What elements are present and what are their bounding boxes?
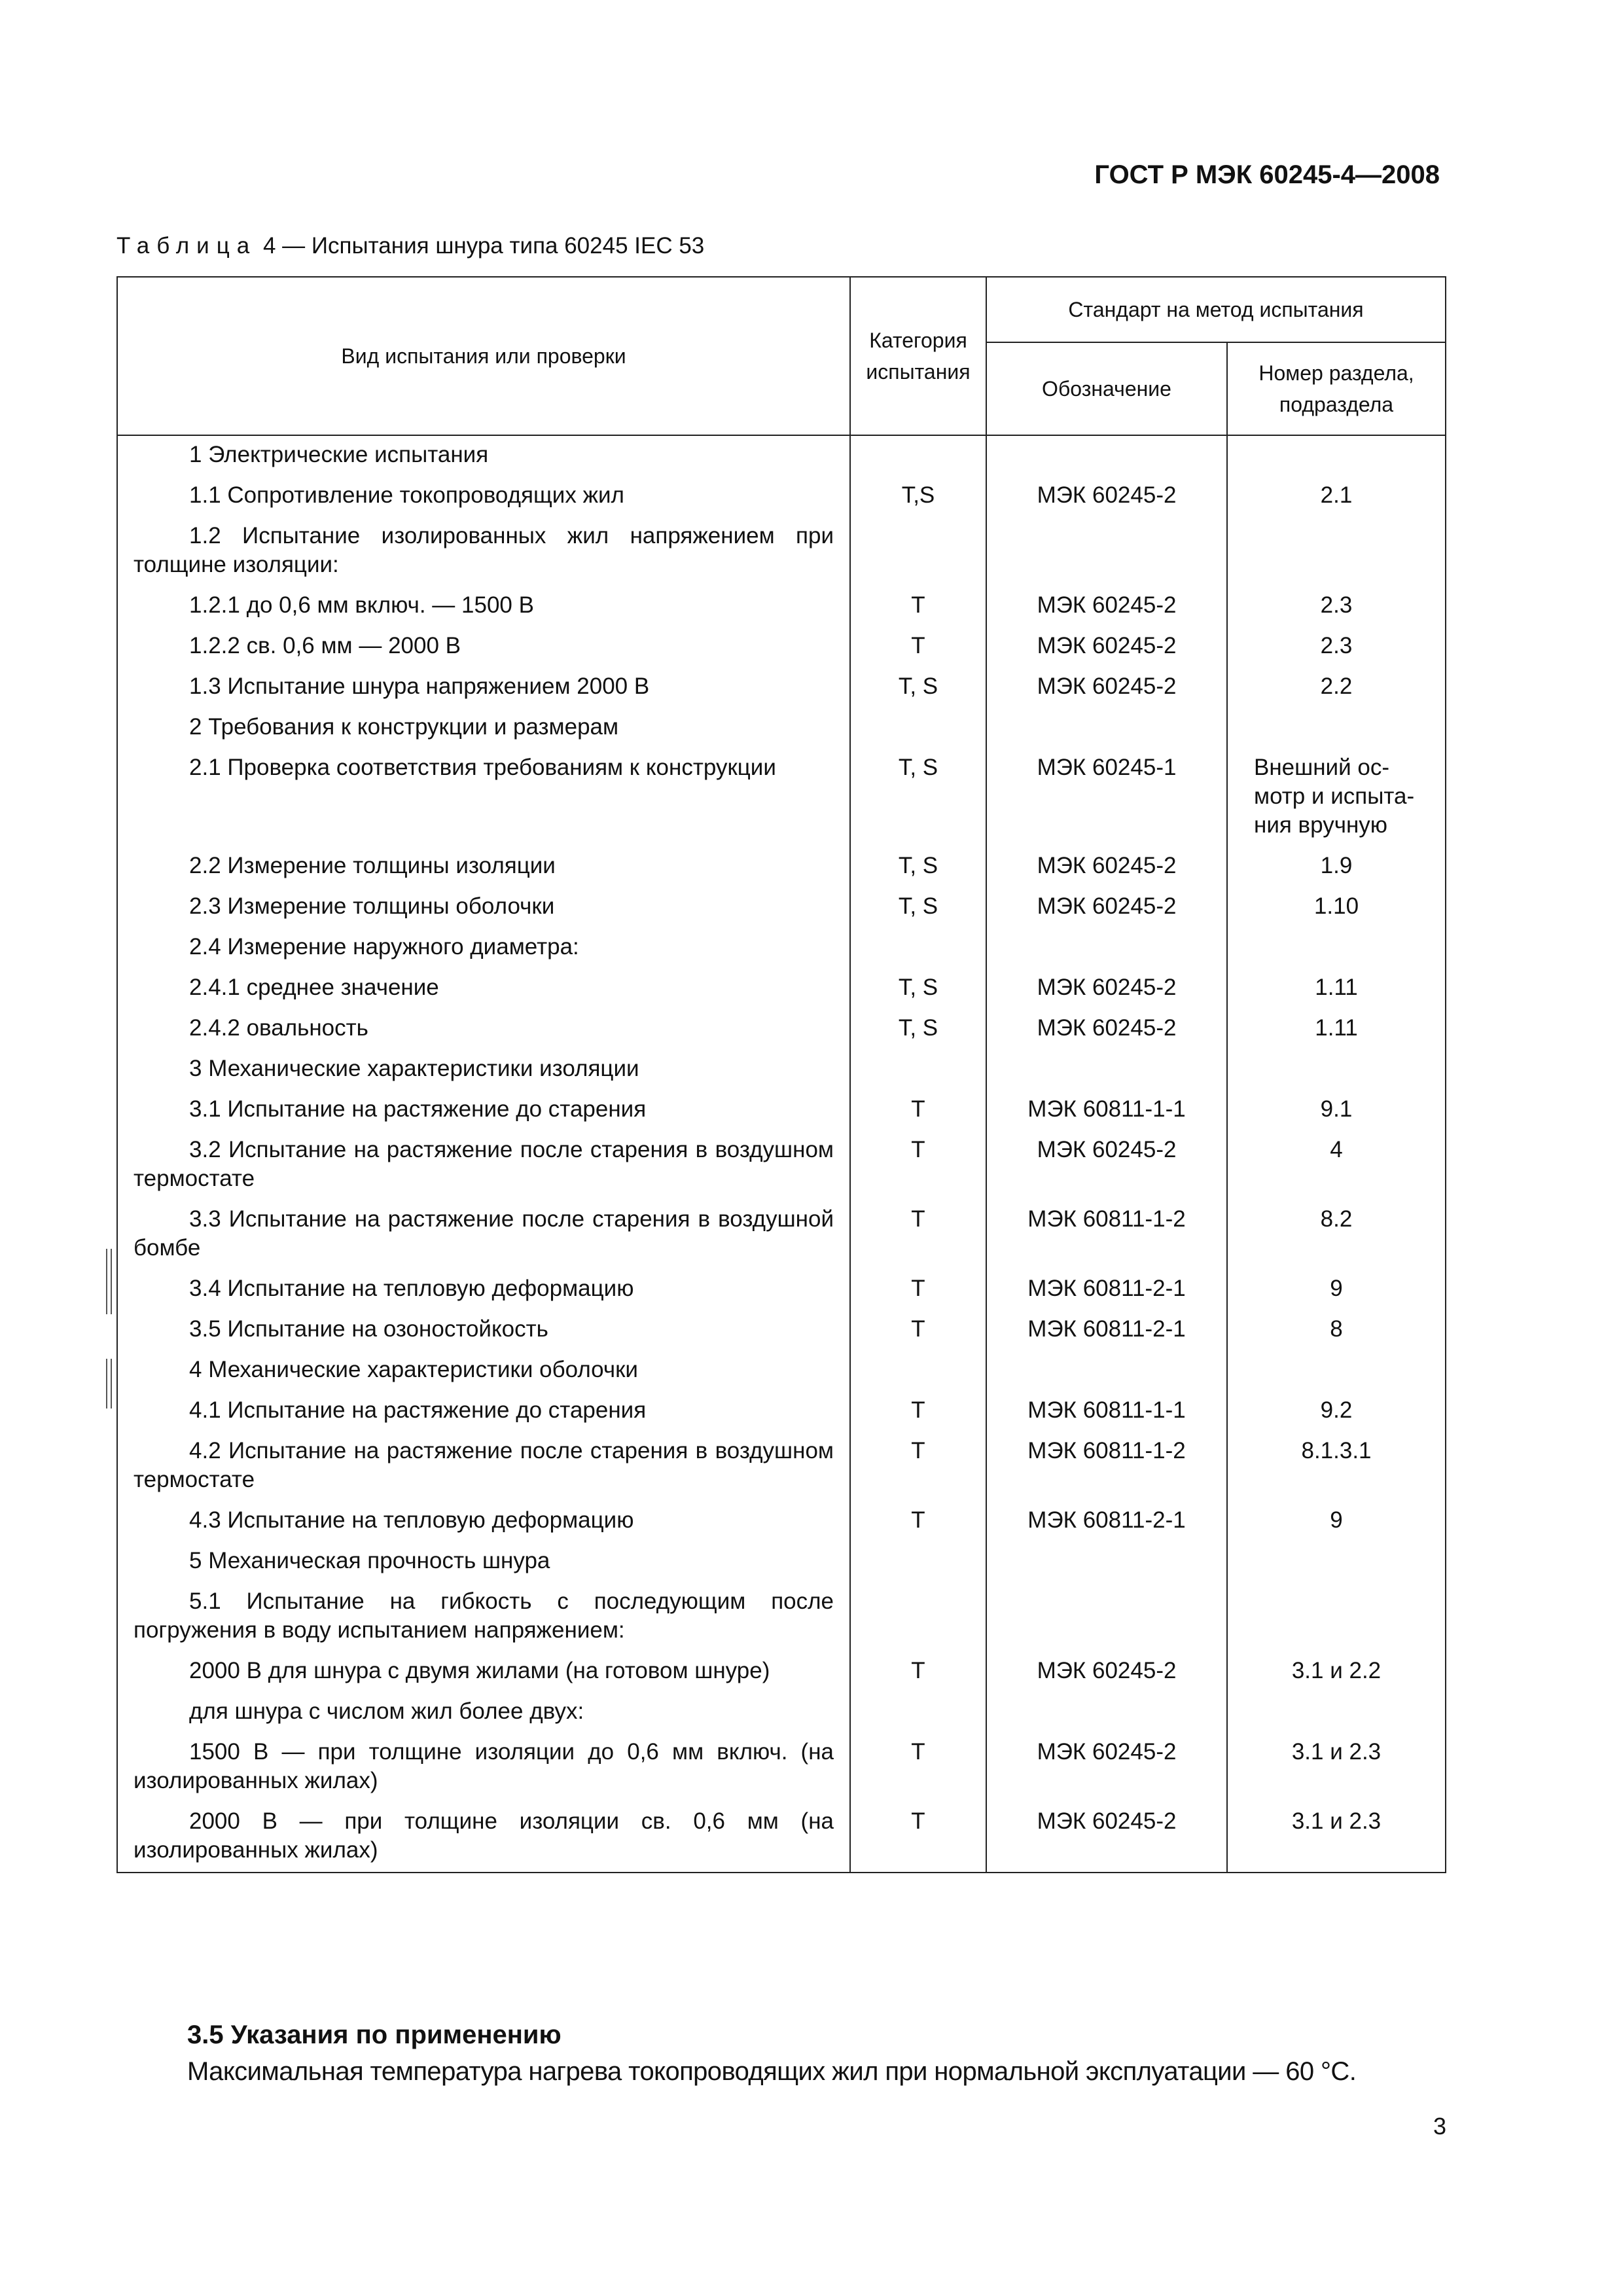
section-number-cell: 8.2 bbox=[1227, 1200, 1446, 1270]
test-name-cell: 3.2 Испытание на растяжение после старения в воздушном термостате bbox=[117, 1131, 850, 1200]
category-cell: T, S bbox=[850, 1009, 986, 1050]
table-row bbox=[117, 476, 1446, 517]
test-name-cell: 2 Требования к конструкции и размерам bbox=[117, 708, 850, 749]
test-name-cell: 2.3 Измерение толщины оболочки bbox=[117, 888, 850, 928]
category-cell bbox=[850, 517, 986, 586]
designation-cell: МЭК 60811-2-1 bbox=[986, 1270, 1227, 1310]
designation-cell: МЭК 60245-2 bbox=[986, 847, 1227, 888]
test-name-cell: 2.4.1 среднее значение bbox=[117, 969, 850, 1009]
category-cell: T, S bbox=[850, 668, 986, 708]
table-body bbox=[117, 435, 1446, 1873]
category-cell bbox=[850, 708, 986, 749]
revision-bar bbox=[111, 1359, 112, 1408]
table-row bbox=[117, 1652, 1446, 1693]
category-cell: T, S bbox=[850, 969, 986, 1009]
table-row bbox=[117, 1391, 1446, 1432]
category-cell: T bbox=[850, 586, 986, 627]
table-row bbox=[117, 1583, 1446, 1652]
header-section-number: Номер раздела, подраздела bbox=[1227, 342, 1446, 435]
category-cell: T bbox=[850, 1131, 986, 1200]
category-cell: T bbox=[850, 1652, 986, 1693]
table-row bbox=[117, 888, 1446, 928]
section-number-cell: 3.1 и 2.3 bbox=[1227, 1733, 1446, 1803]
designation-cell bbox=[986, 1351, 1227, 1391]
designation-cell: МЭК 60811-1-1 bbox=[986, 1391, 1227, 1432]
section-number-cell: 2.2 bbox=[1227, 668, 1446, 708]
category-cell bbox=[850, 1542, 986, 1583]
table-row bbox=[117, 969, 1446, 1009]
document-code: ГОСТ Р МЭК 60245-4—2008 bbox=[1094, 160, 1440, 189]
designation-cell: МЭК 60245-2 bbox=[986, 1652, 1227, 1693]
section-number-cell bbox=[1227, 435, 1446, 476]
table-row bbox=[117, 586, 1446, 627]
table-row bbox=[117, 668, 1446, 708]
category-cell: T, S bbox=[850, 749, 986, 847]
section-number-cell bbox=[1227, 928, 1446, 969]
table-row bbox=[117, 1432, 1446, 1501]
section-number-cell bbox=[1227, 749, 1446, 847]
designation-cell bbox=[986, 1050, 1227, 1090]
section-number-cell: 3.1 и 2.3 bbox=[1227, 1803, 1446, 1873]
test-name-cell: для шнура с числом жил более двух: bbox=[117, 1693, 850, 1733]
test-name-cell: 2.1 Проверка соответствия требованиям к конструкции bbox=[117, 749, 850, 847]
caption-text: — Испытания шнура типа 60245 IEC 53 bbox=[282, 233, 705, 259]
test-name-cell: 5 Механическая прочность шнура bbox=[117, 1542, 850, 1583]
designation-cell: МЭК 60245-2 bbox=[986, 586, 1227, 627]
designation-cell: МЭК 60245-2 bbox=[986, 888, 1227, 928]
test-name-cell: 5.1 Испытание на гибкость с последующим после погружения в воду испытанием напряжением: bbox=[117, 1583, 850, 1652]
table-row bbox=[117, 1542, 1446, 1583]
test-name-cell: 2000 В для шнура с двумя жилами (на готовом шнуре) bbox=[117, 1652, 850, 1693]
section-number-cell bbox=[1227, 1693, 1446, 1733]
section-number-cell: 2.3 bbox=[1227, 586, 1446, 627]
table-row bbox=[117, 1090, 1446, 1131]
test-name-cell: 4.1 Испытание на растяжение до старения bbox=[117, 1391, 850, 1432]
test-name-cell: 3 Механические характеристики изоляции bbox=[117, 1050, 850, 1090]
table-row bbox=[117, 847, 1446, 888]
test-name-cell: 4 Механические характеристики оболочки bbox=[117, 1351, 850, 1391]
test-name-cell: 1500 В — при толщине изоляции до 0,6 мм включ. (на изолированных жилах) bbox=[117, 1733, 850, 1803]
test-name-cell: 4.3 Испытание на тепловую деформацию bbox=[117, 1501, 850, 1542]
table-row bbox=[117, 749, 1446, 847]
designation-cell bbox=[986, 1583, 1227, 1652]
designation-cell bbox=[986, 517, 1227, 586]
section-number-cell bbox=[1227, 1050, 1446, 1090]
table-row bbox=[117, 1501, 1446, 1542]
category-cell: T, S bbox=[850, 888, 986, 928]
category-cell: T,S bbox=[850, 476, 986, 517]
designation-cell: МЭК 60245-2 bbox=[986, 476, 1227, 517]
section-number-cell: 9.2 bbox=[1227, 1391, 1446, 1432]
test-name-cell: 1 Электрические испытания bbox=[117, 435, 850, 476]
designation-cell: МЭК 60245-2 bbox=[986, 969, 1227, 1009]
table-row bbox=[117, 928, 1446, 969]
section-heading: 3.5 Указания по применению bbox=[187, 2020, 562, 2049]
table-row bbox=[117, 1803, 1446, 1873]
designation-cell bbox=[986, 928, 1227, 969]
category-cell: T bbox=[850, 1310, 986, 1351]
category-cell: T, S bbox=[850, 847, 986, 888]
section-number-cell: 1.9 bbox=[1227, 847, 1446, 888]
test-name-cell: 1.1 Сопротивление токопроводящих жил bbox=[117, 476, 850, 517]
table-row bbox=[117, 1733, 1446, 1803]
section-number-cell: 2.1 bbox=[1227, 476, 1446, 517]
test-name-cell: 2.4.2 овальность bbox=[117, 1009, 850, 1050]
section-number-cell: 1.10 bbox=[1227, 888, 1446, 928]
section-number-cell: 9.1 bbox=[1227, 1090, 1446, 1131]
table-caption bbox=[116, 233, 704, 259]
section-number-cell bbox=[1227, 517, 1446, 586]
caption-label: Таблица bbox=[116, 233, 257, 259]
table-row bbox=[117, 627, 1446, 668]
page-number: 3 bbox=[1433, 2113, 1446, 2140]
designation-cell bbox=[986, 1542, 1227, 1583]
section-number-cell: 4 bbox=[1227, 1131, 1446, 1200]
table-row bbox=[117, 1310, 1446, 1351]
test-name-cell: 1.3 Испытание шнура напряжением 2000 В bbox=[117, 668, 850, 708]
test-name-cell: 2.2 Измерение толщины изоляции bbox=[117, 847, 850, 888]
section-number-cell: 1.11 bbox=[1227, 1009, 1446, 1050]
test-name-cell: 1.2.2 св. 0,6 мм — 2000 В bbox=[117, 627, 850, 668]
test-name-cell: 4.2 Испытание на растяжение после старения в воздушном термостате bbox=[117, 1432, 850, 1501]
table-row bbox=[117, 1693, 1446, 1733]
test-name-cell: 2000 В — при толщине изоляции св. 0,6 мм (на изолированных жилах) bbox=[117, 1803, 850, 1873]
category-cell: T bbox=[850, 1501, 986, 1542]
test-name-cell: 3.1 Испытание на растяжение до старения bbox=[117, 1090, 850, 1131]
table-row bbox=[117, 1131, 1446, 1200]
table-row bbox=[117, 517, 1446, 586]
section-text: Максимальная температура нагрева токопроводящих жил при нормальной эксплуатации — 60 °C. bbox=[187, 2057, 1357, 2086]
table-row bbox=[117, 708, 1446, 749]
category-cell bbox=[850, 928, 986, 969]
table-row bbox=[117, 1270, 1446, 1310]
designation-cell bbox=[986, 1693, 1227, 1733]
section-note: Внешний ос- мотр и испыта- ния вручную bbox=[1254, 755, 1415, 838]
tests-table bbox=[116, 276, 1446, 1873]
designation-cell: МЭК 60245-2 bbox=[986, 1803, 1227, 1873]
test-name-cell: 3.3 Испытание на растяжение после старения в воздушной бомбе bbox=[117, 1200, 850, 1270]
section-number-cell bbox=[1227, 1583, 1446, 1652]
category-cell: T bbox=[850, 1090, 986, 1131]
section-number-cell: 8 bbox=[1227, 1310, 1446, 1351]
revision-bar bbox=[111, 1249, 112, 1314]
category-cell: T bbox=[850, 1270, 986, 1310]
table-header bbox=[117, 277, 1446, 435]
designation-cell: МЭК 60245-2 bbox=[986, 627, 1227, 668]
designation-cell: МЭК 60811-1-2 bbox=[986, 1432, 1227, 1501]
table-row bbox=[117, 1009, 1446, 1050]
table-row bbox=[117, 1200, 1446, 1270]
category-cell: T bbox=[850, 1803, 986, 1873]
test-name-cell: 1.2.1 до 0,6 мм включ. — 1500 В bbox=[117, 586, 850, 627]
designation-cell: МЭК 60245-2 bbox=[986, 1131, 1227, 1200]
designation-cell: МЭК 60245-2 bbox=[986, 668, 1227, 708]
category-cell bbox=[850, 435, 986, 476]
designation-cell: МЭК 60245-2 bbox=[986, 1733, 1227, 1803]
header-standard-group: Стандарт на метод испытания bbox=[986, 277, 1446, 342]
header-category: Категория испытания bbox=[850, 277, 986, 435]
section-number-cell: 9 bbox=[1227, 1270, 1446, 1310]
section-number-cell: 9 bbox=[1227, 1501, 1446, 1542]
caption-number: 4 bbox=[262, 233, 276, 259]
category-cell: T bbox=[850, 1200, 986, 1270]
header-test-type: Вид испытания или проверки bbox=[117, 277, 850, 435]
section-number-cell: 1.11 bbox=[1227, 969, 1446, 1009]
category-cell: T bbox=[850, 1733, 986, 1803]
header-designation: Обозначение bbox=[986, 342, 1227, 435]
section-number-cell: 2.3 bbox=[1227, 627, 1446, 668]
table-row bbox=[117, 435, 1446, 476]
category-cell bbox=[850, 1351, 986, 1391]
section-number-cell bbox=[1227, 1542, 1446, 1583]
designation-cell: МЭК 60245-2 bbox=[986, 1009, 1227, 1050]
test-name-cell: 2.4 Измерение наружного диаметра: bbox=[117, 928, 850, 969]
designation-cell: МЭК 60811-1-2 bbox=[986, 1200, 1227, 1270]
section-number-cell: 3.1 и 2.2 bbox=[1227, 1652, 1446, 1693]
designation-cell bbox=[986, 435, 1227, 476]
designation-cell: МЭК 60811-2-1 bbox=[986, 1310, 1227, 1351]
category-cell: T bbox=[850, 1391, 986, 1432]
section-number-cell bbox=[1227, 708, 1446, 749]
category-cell bbox=[850, 1693, 986, 1733]
designation-cell: МЭК 60811-2-1 bbox=[986, 1501, 1227, 1542]
revision-bar bbox=[106, 1249, 107, 1314]
table-row bbox=[117, 1050, 1446, 1090]
section-number-cell bbox=[1227, 1351, 1446, 1391]
test-name-cell: 1.2 Испытание изолированных жил напряжением при толщине изоляции: bbox=[117, 517, 850, 586]
test-name-cell: 3.4 Испытание на тепловую деформацию bbox=[117, 1270, 850, 1310]
designation-cell bbox=[986, 708, 1227, 749]
category-cell bbox=[850, 1050, 986, 1090]
table-row bbox=[117, 1351, 1446, 1391]
category-cell: T bbox=[850, 1432, 986, 1501]
section-number-cell: 8.1.3.1 bbox=[1227, 1432, 1446, 1501]
designation-cell: МЭК 60811-1-1 bbox=[986, 1090, 1227, 1131]
designation-cell: МЭК 60245-1 bbox=[986, 749, 1227, 847]
revision-bar bbox=[106, 1359, 107, 1408]
category-cell bbox=[850, 1583, 986, 1652]
test-name-cell: 3.5 Испытание на озоностойкость bbox=[117, 1310, 850, 1351]
category-cell: T bbox=[850, 627, 986, 668]
